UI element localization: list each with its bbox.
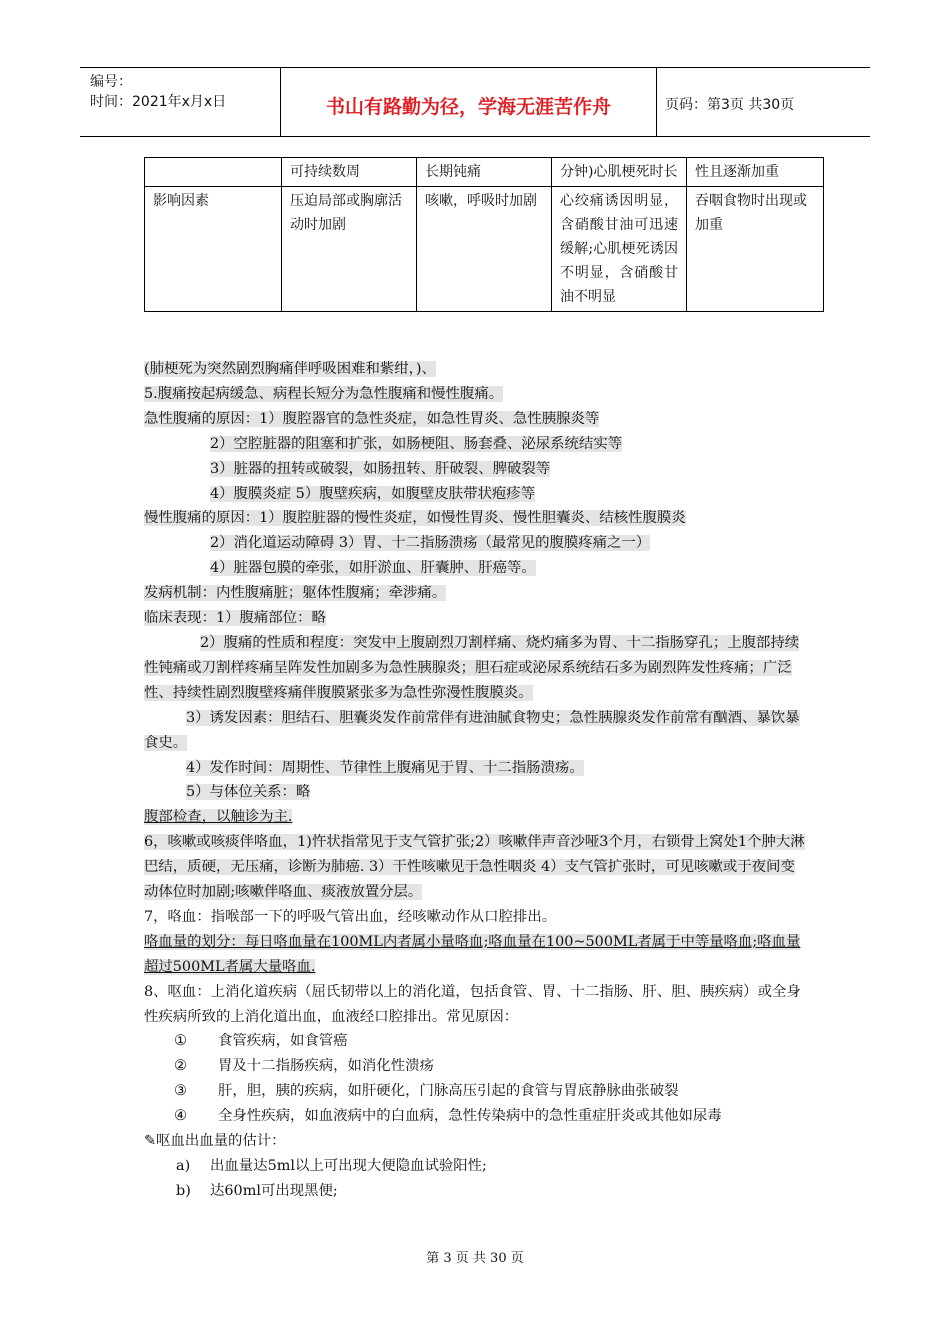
list-item xyxy=(144,1179,808,1204)
text-paragraph xyxy=(144,631,808,706)
table-row xyxy=(145,187,824,312)
page-footer: 第 3 页 共 30 页 xyxy=(426,1251,524,1266)
text-line xyxy=(144,482,808,507)
text-paragraph xyxy=(144,706,808,756)
text-span: 3）脏器的扭转或破裂，如肠扭转、肝破裂、脾破裂等 xyxy=(210,460,551,477)
text-line xyxy=(144,357,808,382)
list-item xyxy=(144,1104,808,1129)
text-span: 临床表现：1）腹痛部位：略 xyxy=(144,610,326,627)
header-motto: 书山有路勤为径，学海无涯苦作舟 xyxy=(325,96,611,118)
list-number: ③ xyxy=(174,1083,187,1100)
text-line xyxy=(144,432,808,457)
page-header xyxy=(80,67,870,137)
list-text: 肝，胆，胰的疾病，如肝硬化，门脉高压引起的食管与胃底静脉曲张破裂 xyxy=(218,1083,679,1100)
text-line xyxy=(144,531,808,556)
text-span: 4）发作时间：周期性、节律性上腹痛见于胃、十二指肠溃疡。 xyxy=(186,759,584,776)
table-cell: 性且逐渐加重 xyxy=(687,158,824,187)
table-cell: 长期钝痛 xyxy=(417,158,552,187)
text-span: 2）消化道运动障碍 3）胃、十二指肠溃疡（最常见的腹膜疼痛之一） xyxy=(210,535,651,552)
list-number: ④ xyxy=(174,1108,187,1125)
list-item xyxy=(144,1079,808,1104)
text-paragraph xyxy=(144,930,808,980)
text-span: 2）腹痛的性质和程度：突发中上腹剧烈刀割样痛、烧灼痛多为胃、十二指肠穿孔；上腹部持续性钝痛或刀割样疼痛呈阵发性加剧多为急性胰腺炎；胆石症或泌尿系统结石多为剧烈阵发性疼痛；广泛性、持续性剧烈腹壁疼痛伴腹膜紧张多为急性弥漫性腹膜炎。 xyxy=(144,634,800,701)
table-cell: 咳嗽，呼吸时加剧 xyxy=(417,187,552,312)
text-line xyxy=(144,805,808,830)
text-line xyxy=(144,581,808,606)
text-span: 发病机制：内性腹痛脏；躯体性腹痛；牵涉痛。 xyxy=(144,585,447,602)
list-text: 全身性疾病，如血液病中的白血病，急性传染病中的急性重症肝炎或其他如尿毒 xyxy=(218,1108,722,1125)
text-span: 8、呕血：上消化道疾病（屈氏韧带以上的消化道，包括食管、胃、十二指肠、肝、胆、胰疾病）或全身性疾病所致的上消化道出血，血液经口腔排出。常见原因： xyxy=(144,983,801,1025)
document-body xyxy=(144,357,808,1204)
text-line xyxy=(144,1129,808,1154)
list-text: 食管疾病，如食管癌 xyxy=(218,1033,348,1050)
text-span: 咯血量的划分：每日咯血量在100ML内者属小量咯血;咯血量在100~500ML者属于中等量咯血;咯血量超过500ML者属大量咯血. xyxy=(144,933,801,975)
text-line xyxy=(144,756,808,781)
table-row xyxy=(145,158,824,187)
text-line xyxy=(144,407,808,432)
table-cell: 心绞痛诱因明显，含硝酸甘油可迅速缓解;心肌梗死诱因不明显，含硝酸甘油不明显 xyxy=(552,187,687,312)
list-number: b) xyxy=(176,1182,191,1199)
text-span: ✎呕血出血量的估计： xyxy=(144,1133,286,1150)
text-line xyxy=(144,780,808,805)
text-span: 慢性腹痛的原因：1）腹腔脏器的慢性炎症，如慢性胃炎、慢性胆囊炎、结核性腹膜炎 xyxy=(144,510,686,527)
list-item xyxy=(144,1154,808,1179)
table-cell: 吞咽食物时出现或加重 xyxy=(687,187,824,312)
text-span: 5.腹痛按起病缓急、病程长短分为急性腹痛和慢性腹痛。 xyxy=(144,385,504,402)
list-text: 达60ml可出现黑便; xyxy=(210,1182,338,1199)
text-span: 6，咳嗽或咳痰伴咯血，1)忤状指常见于支气管扩张;2）咳嗽伴声音沙哑3个月，右锁骨上窝处1个肿大淋巴结，质硬，无压痛，诊断为肺癌. 3）干性咳嗽见于急性咽炎 4）支气管扩张时，可见咳嗽或于夜间变动体位时加剧;咳嗽伴咯血、痰液放置分层。 xyxy=(144,834,805,901)
list-text: 出血量达5ml以上可出现大便隐血试验阳性; xyxy=(210,1158,487,1174)
text-span: 4）腹膜炎症 5）腹壁疾病，如腹壁皮肤带状疱疹等 xyxy=(210,485,536,502)
text-span: 3）诱发因素：胆结石、胆囊炎发作前常伴有进油腻食物史；急性胰腺炎发作前常有酗酒、暴饮暴食史。 xyxy=(144,709,800,751)
text-span: 2）空腔脏器的阻塞和扩张，如肠梗阻、肠套叠、泌尿系统结实等 xyxy=(210,435,623,452)
table-cell: 分钟)心肌梗死时长 xyxy=(552,158,687,187)
list-number: ① xyxy=(174,1033,187,1050)
text-span: 5）与体位关系：略 xyxy=(186,784,311,801)
text-line xyxy=(144,457,808,482)
list-text: 胃及十二指肠疾病，如消化性溃疡 xyxy=(218,1058,434,1075)
table-cell: 影响因素 xyxy=(145,187,282,312)
text-span: (肺梗死为突然剧烈胸痛伴呼吸困难和紫绀，)、 xyxy=(144,361,436,377)
table-cell: 可持续数周 xyxy=(282,158,417,187)
header-page-info: 页码：第3页 共30页 xyxy=(665,97,795,113)
text-paragraph xyxy=(144,830,808,905)
symptom-table xyxy=(144,157,824,312)
text-line xyxy=(144,506,808,531)
table-cell: 压迫局部或胸廓活动时加剧 xyxy=(282,187,417,312)
date-label: 时间：2021年x月x日 xyxy=(90,94,227,110)
header-meta xyxy=(90,72,226,112)
text-line xyxy=(144,382,808,407)
text-line xyxy=(144,606,808,631)
text-span: 急性腹痛的原因：1）腹腔器官的急性炎症，如急性胃炎、急性胰腺炎等 xyxy=(144,410,600,427)
list-number: ② xyxy=(174,1058,187,1075)
text-paragraph xyxy=(144,980,808,1030)
list-number: a) xyxy=(176,1158,191,1174)
text-span: 腹部检查，以触诊为主. xyxy=(144,809,293,826)
list-item xyxy=(144,1029,808,1054)
text-span: 7，咯血：指喉部一下的呼吸气管出血，经咳嗽动作从口腔排出。 xyxy=(144,908,557,925)
list-item xyxy=(144,1054,808,1079)
text-line xyxy=(144,905,808,930)
table-cell xyxy=(145,158,282,187)
text-span: 4）脏器包膜的牵张，如肝淤血、肝囊肿、肝癌等。 xyxy=(210,560,536,577)
text-line xyxy=(144,556,808,581)
number-label: 编号： xyxy=(90,74,132,90)
